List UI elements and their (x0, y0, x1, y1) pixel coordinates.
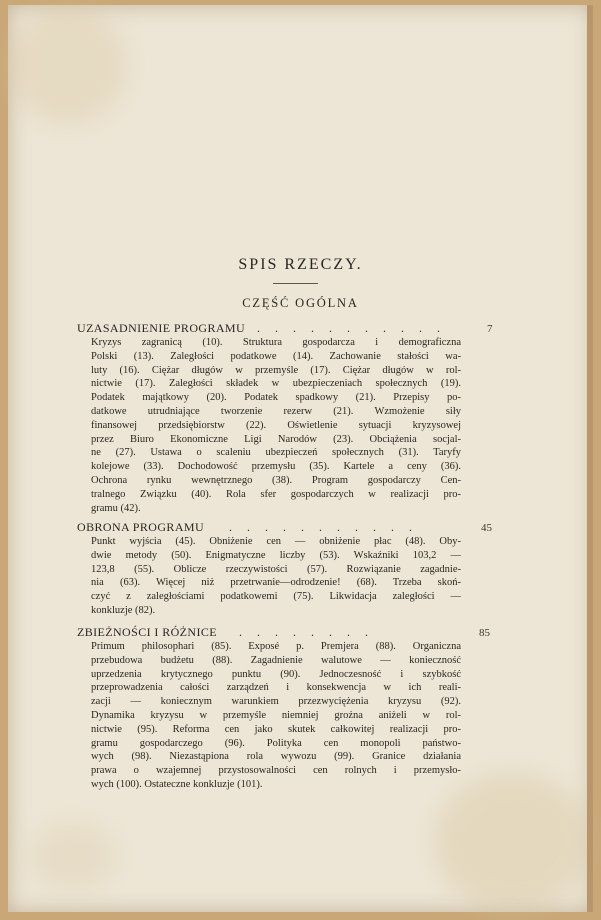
toc-line: Podatek majątkowy (20). Podatek spadkowy (21). Przepisy po- (91, 392, 461, 404)
toc-line: Polski (13). Zaległości podatkowe (14). Zachowanie stałości wa- (91, 350, 461, 362)
toc-line: Ochrona rynku wewnętrznego (38). Program gospodarczy Cen- (91, 474, 461, 486)
toc-line: Kryzys zagranicą (10). Struktura gospodarcza i demograficzna (91, 337, 461, 348)
toc-section (77, 624, 527, 792)
toc-entry-title: UZASADNIENIE PROGRAMU (77, 321, 246, 335)
toc-line: wych (98). Niezastąpiona rola wywozu (99). Granice działania (91, 751, 461, 763)
toc-line: luty (16). Ciężar długów w przemyśle (17). Ciężar długów w rol- (91, 364, 461, 376)
toc-line: 123,8 (55). Oblicze rzeczywistości (57). Rozwiązanie zagadnie- (91, 563, 461, 575)
toc-line: wych (100). Ostateczne konkluzje (101). (91, 778, 263, 790)
toc-line: kolejowe (33). Dochodowość przemysłu (35). Kartele a ceny (36). (91, 461, 461, 473)
toc-entry (77, 624, 527, 640)
toc-line: przeprowadzenia całości zarządzeń i konsekwencja w ich reali- (91, 682, 461, 694)
toc-page-number: 45 (481, 522, 492, 534)
toc-page-number: 85 (479, 627, 490, 639)
toc-line: gramu (42). (91, 502, 141, 514)
toc-entry-description (91, 336, 461, 515)
toc-section (77, 320, 527, 515)
toc-entry (77, 320, 527, 336)
toc-line: zacji — koniecznym warunkiem przezwyciężenia kryzysu (92). (91, 696, 461, 708)
leader-dots: . . . . . . . . . . . (229, 520, 418, 534)
toc-entry-title: ZBIEŻNOŚCI I RÓŻNICE (77, 625, 217, 639)
toc-line: czyć z zaległościami podatkowemi (75). Likwidacja zaległości — (91, 591, 461, 603)
paper-stain (28, 822, 118, 892)
toc-line: nictwie (17). Zaległości składek w ubezpieczeniach społecznych (19). (91, 378, 461, 390)
bleed-through-text (200, 120, 400, 180)
toc-line: Punkt wyjścia (45). Obniżenie cen — obniżenie płac (48). Oby- (91, 536, 461, 547)
toc-line: datkowe utrudniające tworzenie rezerw (21). Wzmożenie siły (91, 405, 461, 417)
part-title: CZĘŚĆ OGÓLNA (242, 296, 359, 310)
leader-dots: . . . . . . . . (239, 625, 374, 639)
toc-line: przebudowa budżetu (88). Zagadnienie walutowe — konieczność (91, 654, 461, 666)
toc-line: gramu gospodarczego (96). Polityka cen monopoli państwo- (91, 737, 461, 749)
title-rule (273, 283, 318, 284)
toc-line: tralnego Związku (40). Rola sfer gospodarczych w realizacji pro- (91, 488, 461, 500)
toc-line: nictwie (95). Reforma cen jako skutek całkowitej realizacji pro- (91, 723, 461, 735)
toc-line: prawa o wzajemnej przystosowalności cen rolnych i przemysło- (91, 765, 461, 777)
leader-dots: . . . . . . . . . . . (257, 321, 446, 335)
toc-line: konkluzje (82). (91, 604, 156, 616)
toc-line: finansowej przedsiębiorstw (22). Oświetlenie sytuacji kryzysowej (91, 419, 461, 431)
toc-line: uprzedzenia krytycznego punktu (90). Jednoczesność i szybkość (91, 668, 461, 680)
toc-line: Primum philosophari (85). Exposé p. Premjera (88). Organiczna (91, 641, 461, 652)
page-edge (587, 5, 593, 912)
page-title: SPIS RZECZY. (238, 256, 363, 273)
toc-entry (77, 519, 527, 535)
paper-stain (8, 5, 128, 125)
toc-line: dwie metody (50). Enigmatyczne liczby (53). Wskaźniki 103,2 — (91, 549, 461, 561)
toc-line: Dynamika kryzysu w przemyśle niemniej groźna aniżeli w rol- (91, 709, 461, 721)
toc-line: nia (63). Więcej niż przetrwanie—odrodzenie! (68). Trzeba skoń- (91, 577, 461, 589)
toc-entry-description (91, 535, 461, 618)
toc-line: przez Biuro Ekonomiczne Ligi Narodów (23). Obciążenia socjal- (91, 433, 461, 445)
toc-entry-title: OBRONA PROGRAMU (77, 520, 205, 534)
paper-stain (433, 772, 593, 912)
toc-page-number: 7 (487, 323, 493, 335)
toc-line: ne (27). Ustawa o scaleniu ubezpieczeń społecznych (31). Taryfy (91, 447, 461, 459)
toc-entry-description (91, 640, 461, 792)
toc-section (77, 519, 527, 618)
